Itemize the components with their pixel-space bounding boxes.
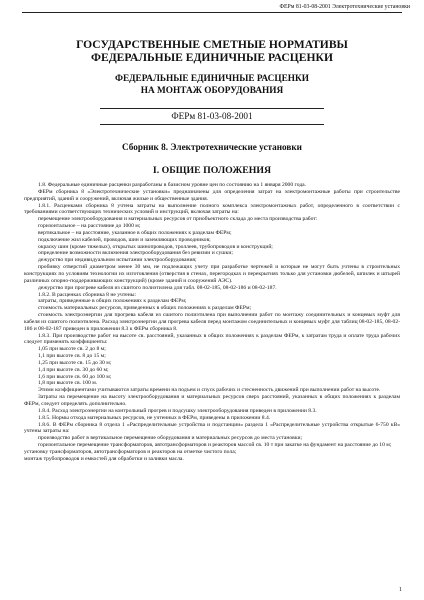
paragraph: перемещение электрооборудования и материальных ресурсов от приобъектного склада до места производства работ: xyxy=(38,216,318,223)
list-item: горизонтальное перемещение трансформаторов, автотрансформаторов и реакторов массой св. 10 т при закатке на фундамент на расстояние до 10 м; xyxy=(38,442,392,449)
subtitle-line-1: ФЕДЕРАЛЬНЫЕ ЕДИНИЧНЫЕ РАСЦЕНКИ xyxy=(114,74,310,84)
list-item: установку трансформаторов, автотрансформаторов и реакторов на отметке чистого пола; xyxy=(24,448,237,455)
list-item: определение возможности включения электрооборудования без ревизии и сушки; xyxy=(38,250,233,257)
list-item: окраску шин (кроме тяжелых), открытых шинопроводов, троллеев, трубопроводов и конструкций; xyxy=(38,243,273,250)
page-number: 1 xyxy=(399,587,402,593)
paragraph: 1.8.6. В ФЕРм сборника 8 отдела 1 «Распределительные устройства и подстанции» раздела 1 «Распределительные устройства открытые 6-750 кВ» учтены затраты на: xyxy=(24,421,400,435)
coefficient-item: 1,05 при высоте св. 2 до 8 м; xyxy=(38,346,106,353)
paragraph: 1.8.4. Расход электроэнергии на контрольный прогрев и подсушку электрооборудования приведен в приложении 8.3. xyxy=(38,407,317,414)
paragraph: 1.8. Федеральные единичные расценки разработаны в базисном уровне цен по состоянию на 1 января 2000 года. xyxy=(38,182,307,188)
header-rule xyxy=(22,12,402,13)
rule-top xyxy=(100,108,324,109)
list-item: производство работ в вертикальное перемещение оборудования и материальных ресурсов до места установки; xyxy=(38,435,303,442)
list-item: горизонтальное – на расстояние до 1000 м; xyxy=(38,223,141,230)
subtitle-line-2: НА МОНТАЖ ОБОРУДОВАНИЯ xyxy=(140,86,284,96)
section-title: I. ОБЩИЕ ПОЛОЖЕНИЯ xyxy=(152,165,272,176)
list-item: подключение жил кабелей, проводов, шин и заземляющих проводников; xyxy=(38,236,211,243)
paragraph: Затраты на перемещение на высоту электрооборудования и материальных ресурсов сверх расстояний, указанных в общих положениях к разделам ФЕРм, следует определять дополнительно. xyxy=(24,394,400,407)
coefficient-item: 1,6 при высоте св. 60 до 100 м; xyxy=(38,373,112,380)
running-header: ФЕРм 81-03-08-2001 Электротехнические установки xyxy=(279,4,410,10)
list-item: затраты, приведенные в общих положениях к разделам ФЕРм; xyxy=(38,298,187,305)
paragraph: Этими коэффициентами учитываются затраты времени на подъем и спуск рабочих и стесненность движений при выполнении работ на высоте. xyxy=(38,387,381,394)
paragraph: 1.8.5. Нормы отхода материальных ресурсов, не учтенных в ФЕРм, приведены в приложении 8.4. xyxy=(38,414,271,421)
title-line-2: ФЕДЕРАЛЬНЫЕ ЕДИНИЧНЫЕ РАСЦЕНКИ xyxy=(91,51,333,64)
coefficient-item: 1,25 при высоте св. 15 до 30 м; xyxy=(38,359,112,366)
title-line-1: ГОСУДАРСТВЕННЫЕ СМЕТНЫЕ НОРМАТИВЫ xyxy=(76,38,348,51)
paragraph: 1.8.2. В расценках сборника 8 не учтены: xyxy=(38,291,137,298)
coefficient-item: 1,8 при высоте св. 100 м. xyxy=(38,380,98,387)
rule-bottom xyxy=(100,124,324,125)
paragraph: стоимость электроэнергии для прогрева кабеля из сшитого полиэтилена при выполнении работ по монтажу соединительных и концевых муфт для кабеля из сшитого полиэтилена. Расход электроэнергии для прогрева кабеля перед монтажом соединительных и концевых муфт для таблиц 08-02-185, 08-02-186 и 08-02-187 приведен в приложении 8.3 к ФЕРм сборника 8. xyxy=(24,312,400,332)
paragraph: 1.8.1. Расценками сборника 8 учтена затраты на выполнение полного комплекса электромонтажных работ, определенного в соответствии с требованиями соответствующих технических условий и инструкций, включая затраты на: xyxy=(24,202,400,216)
coefficient-item: 1,1 при высоте св. 8 до 15 м; xyxy=(38,353,106,360)
body-text xyxy=(24,182,400,463)
list-item: стоимость материальных ресурсов, приведенных в общих положениях к разделам ФЕРм; xyxy=(38,305,252,312)
paragraph: ФЕРм сборника 8 «Электротехнические установки» предназначены для определения затрат на электромонтажные работы при строительстве предприятий, зданий и сооружений, включая жилые и общественные здания. xyxy=(24,188,400,202)
paragraph: 1.8.3. При производстве работ на высоте св. расстояний, указанных в общих положениях к разделам ФЕРм, к затратам труда и оплате труда рабочих следует применять коэффициенты: xyxy=(24,332,400,346)
list-item: вертикальное – на расстояние, указанное в общих положениях к разделам ФЕРм; xyxy=(38,229,232,236)
list-item: монтаж трубопроводов и емкостей для обработки и заливки масла. xyxy=(24,455,184,462)
paragraph: пробивку отверстий диаметром менее 30 мм, не подлежащих учету при разработке чертежей и которые не могут быть учтены в строительных конструкциях по условиям технологии их изготовления (отверстия в стенах, перегородках и перекрытиях только для установки дюбелей, шпилек и штырей различных опорно-поддерживающих конструкций) (кроме зданий и сооружений АЭС). xyxy=(24,264,400,284)
document-code: ФЕРм 81-03-08-2001 xyxy=(171,111,253,121)
list-item: дежурство при индивидуальном испытании электрооборудования; xyxy=(38,257,197,264)
coefficient-item: 1,4 при высоте св. 30 до 60 м; xyxy=(38,366,109,373)
collection-title: Сборник 8. Электротехнические установки xyxy=(122,142,302,152)
paragraph: дежурство при прогреве кабеля из сшитого полиэтилена для табл. 08-02-185, 08-02-186 и 08-02-187. xyxy=(38,284,277,291)
